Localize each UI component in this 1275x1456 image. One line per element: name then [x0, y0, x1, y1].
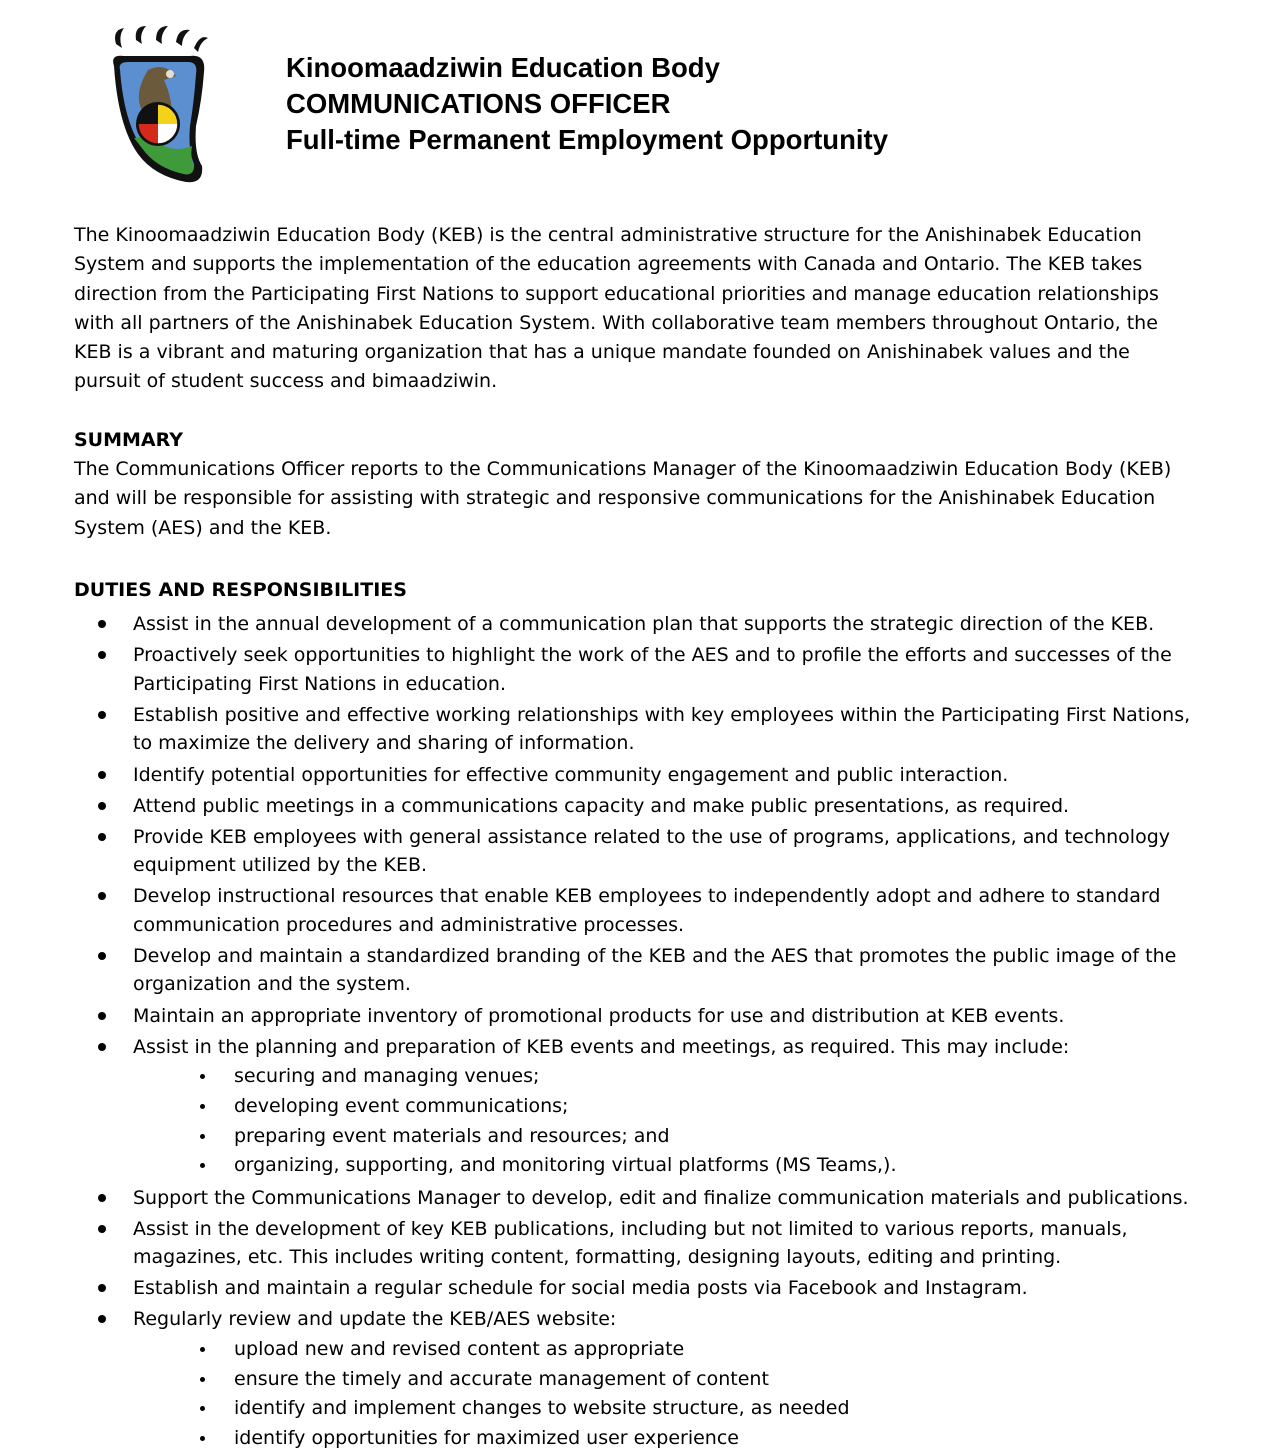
- duty-subitem: [133, 1092, 1194, 1122]
- document-title-block: [286, 50, 888, 158]
- sub-bullet-icon: [200, 1163, 205, 1168]
- bullet-icon: [98, 651, 106, 659]
- duty-text: Assist in the annual development of a communication plan that supports the strategic direction of the KEB.: [133, 613, 1155, 636]
- duty-text: Establish and maintain a regular schedule for social media posts via Facebook and Instagram.: [133, 1277, 1028, 1300]
- duty-text: Assist in the planning and preparation of KEB events and meetings, as required. This may include:: [133, 1035, 1070, 1058]
- duty-subitem-text: organizing, supporting, and monitoring virtual platforms (MS Teams,).: [234, 1154, 897, 1177]
- bullet-icon: [98, 833, 106, 841]
- duty-text: Develop and maintain a standardized branding of the KEB and the AES that promotes the public image of the organization and the system.: [133, 944, 1177, 996]
- duty-text: Support the Communications Manager to develop, edit and finalize communication materials and publications.: [133, 1186, 1189, 1209]
- duty-item: [74, 1274, 1194, 1303]
- keb-logo: [104, 26, 214, 186]
- duty-sublist: [133, 1335, 1194, 1454]
- duty-subitem: [133, 1424, 1194, 1454]
- duty-subitem: [133, 1335, 1194, 1365]
- duty-item: [74, 1215, 1194, 1272]
- sub-bullet-icon: [200, 1377, 205, 1382]
- duty-text: Develop instructional resources that enable KEB employees to independently adopt and adhere to standard communication procedures and administrative processes.: [133, 885, 1161, 936]
- sub-bullet-icon: [200, 1134, 205, 1139]
- duty-item: [74, 701, 1194, 758]
- duty-item: [74, 761, 1194, 790]
- duty-text: Identify potential opportunities for effective community engagement and public interaction.: [133, 763, 1009, 786]
- duty-subitem-text: ensure the timely and accurate management of content: [234, 1367, 769, 1390]
- duties-heading: DUTIES AND RESPONSIBILITIES: [74, 578, 407, 601]
- duty-item: [74, 823, 1194, 880]
- position-title: COMMUNICATIONS OFFICER: [286, 88, 671, 119]
- duty-sublist: [133, 1062, 1194, 1181]
- bullet-icon: [98, 1194, 106, 1202]
- duty-text: Regularly review and update the KEB/AES website:: [133, 1308, 617, 1331]
- duty-subitem-text: securing and managing venues;: [234, 1065, 540, 1088]
- duty-text: Assist in the development of key KEB publications, including but not limited to various reports, manuals, magazines, etc. This includes writing content, formatting, designing layouts, editing and printing.: [133, 1217, 1128, 1269]
- sub-bullet-icon: [200, 1436, 205, 1441]
- document-body: [74, 221, 1194, 1456]
- duty-subitem-text: upload new and revised content as appropriate: [234, 1337, 685, 1360]
- bullet-icon: [98, 892, 106, 900]
- duty-item: [74, 942, 1194, 999]
- bullet-icon: [98, 771, 106, 779]
- duty-subitem: [133, 1122, 1194, 1152]
- bullet-icon: [98, 1315, 106, 1323]
- duty-text: Establish positive and effective working relationships with key employees within the Participating First Nations, to maximize the delivery and sharing of information.: [133, 703, 1191, 755]
- bullet-icon: [98, 1225, 106, 1233]
- org-name: Kinoomaadziwin Education Body: [286, 52, 720, 83]
- sub-bullet-icon: [200, 1104, 205, 1109]
- duty-text: Proactively seek opportunities to highlight the work of the AES and to profile the efforts and successes of the Participating First Nations in education.: [133, 644, 1172, 695]
- duty-text: Provide KEB employees with general assistance related to the use of programs, applications, and technology equipment utilized by the KEB.: [133, 825, 1171, 877]
- duty-subitem-text: identify opportunities for maximized user experience: [234, 1426, 739, 1449]
- duty-text: Attend public meetings in a communications capacity and make public presentations, as required.: [133, 794, 1070, 817]
- duty-subitem: [133, 1151, 1194, 1181]
- summary-heading: SUMMARY: [74, 428, 183, 451]
- duty-item: [74, 792, 1194, 821]
- bullet-icon: [98, 620, 106, 628]
- duty-subitem-text: developing event communications;: [234, 1094, 569, 1117]
- duty-item: [74, 641, 1194, 698]
- duty-subitem-text: preparing event materials and resources; and: [234, 1124, 670, 1147]
- duty-text: Maintain an appropriate inventory of promotional products for use and distribution at KEB events.: [133, 1004, 1065, 1027]
- intro-paragraph: The Kinoomaadziwin Education Body (KEB) is the central administrative structure for the Anishinabek Education System and supports the implementation of the education agreements with Canada and Ontario. The KEB takes direction from the Participating First Nations to support educational priorities and manage education relationships with all partners of the Anishinabek Education System. With collaborative team members throughout Ontario, the KEB is a vibrant and maturing organization that has a unique mandate founded on Anishinabek values and the pursuit of student success and bimaadziwin.: [74, 224, 1159, 393]
- duty-item: [74, 882, 1194, 939]
- bullet-icon: [98, 1043, 106, 1051]
- employment-type: Full-time Permanent Employment Opportunity: [286, 124, 888, 155]
- bullet-icon: [98, 1284, 106, 1292]
- bullet-icon: [98, 1012, 106, 1020]
- duty-item: [74, 1002, 1194, 1031]
- duty-item: [74, 1033, 1194, 1181]
- bullet-icon: [98, 711, 106, 719]
- duty-subitem: [133, 1394, 1194, 1424]
- duty-item: [74, 610, 1194, 639]
- duty-subitem-text: identify and implement changes to website structure, as needed: [234, 1397, 850, 1420]
- duty-item: [74, 1184, 1194, 1213]
- duty-subitem: [133, 1062, 1194, 1092]
- bullet-icon: [98, 952, 106, 960]
- duty-subitem: [133, 1365, 1194, 1395]
- summary-paragraph: The Communications Officer reports to the Communications Manager of the Kinoomaadziwin Education Body (KEB) and will be responsible for assisting with strategic and responsive communications for the Anishinabek Education System (AES) and the KEB.: [74, 458, 1172, 539]
- sub-bullet-icon: [200, 1074, 205, 1079]
- sub-bullet-icon: [200, 1347, 205, 1352]
- bullet-icon: [98, 802, 106, 810]
- sub-bullet-icon: [200, 1406, 205, 1411]
- duty-item: [74, 1305, 1194, 1453]
- duties-list: [74, 610, 1194, 1453]
